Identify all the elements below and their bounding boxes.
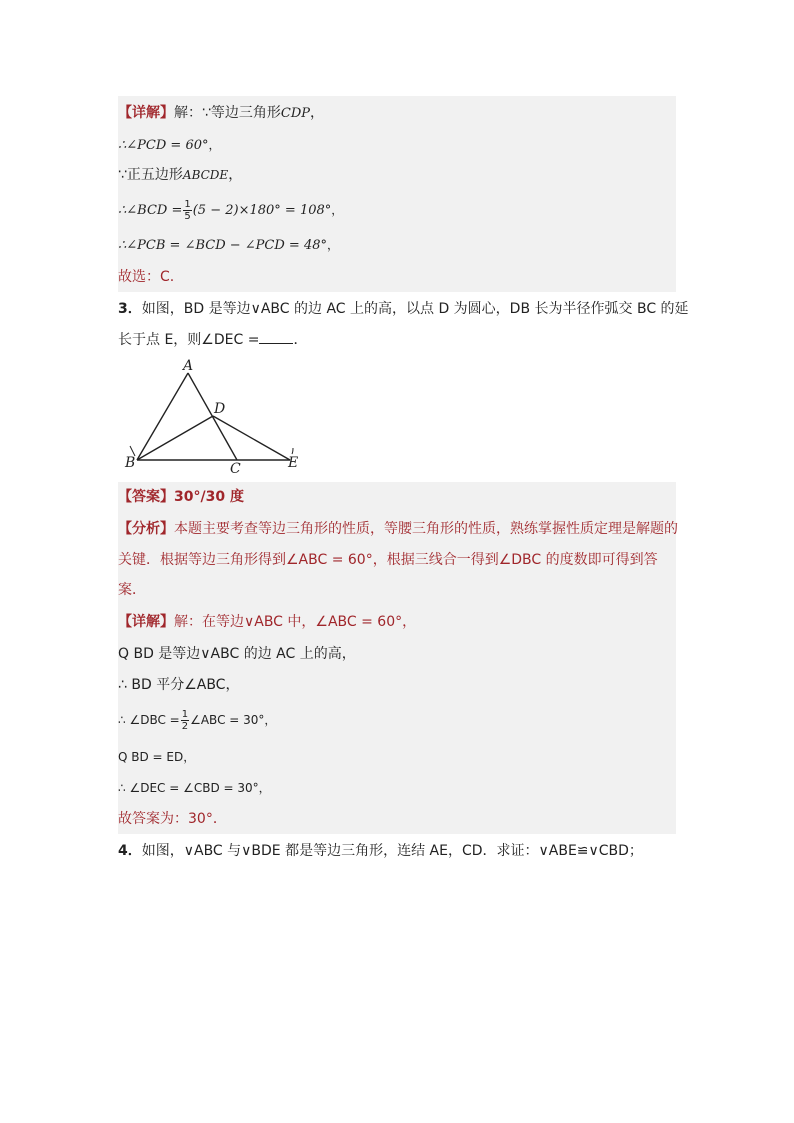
detail-line-2: ∴∠PCD = 60°， [118, 138, 221, 153]
label-e: E [288, 455, 299, 471]
detail-line-4: ∴∠BCD = $\frac{1}{5}$ (5 − 2)×180° = 108°， [118, 199, 344, 222]
detail2-line-6: ∴ ∠DEC = ∠CBD = 30°， [118, 781, 271, 795]
label-c: C [230, 461, 241, 476]
detail2-line-3: ∴ BD 平分∠ABC， [118, 677, 240, 693]
answer-blank [259, 331, 293, 344]
detail-line-1: 【详解】解：∵等边三角形CDP， [118, 105, 325, 121]
detail-tag: 【详解】 [118, 614, 174, 630]
analysis-line-3: 案． [118, 582, 146, 598]
fraction: $\frac{1}{5}$ [184, 199, 191, 222]
question-3-line-2: 长于点 E，则∠DEC = ． [118, 332, 308, 348]
detail2-line-5: Q BD = ED， [118, 750, 196, 764]
segment-ab [137, 373, 188, 460]
analysis-line-1: 【分析】本题主要考查等边三角形的性质，等腰三角形的性质，熟练掌握性质定理是解题的 [118, 521, 678, 537]
question-number: 4． [118, 843, 142, 859]
arc-mark-e [292, 448, 293, 454]
detail-line-6: 故选：C. [118, 269, 175, 285]
analysis-tag: 【分析】 [118, 521, 174, 537]
solution-block-1 [118, 96, 676, 292]
fraction: $\frac{1}{2}$ [181, 709, 189, 732]
detail-line-3: ∵正五边形ABCDE， [118, 167, 243, 183]
answer-tag: 【答案】 [118, 489, 174, 505]
detail2-line-1: 【详解】解：在等边∨ABC 中，∠ABC = 60°， [118, 614, 417, 630]
segment-bd [137, 416, 213, 460]
question-4: 4．如图，∨ABC 与∨BDE 都是等边三角形，连结 AE，CD．求证：∨ABE≌∨CBD； [118, 843, 643, 859]
detail2-line-4: ∴ ∠DBC = $\frac{1}{2}$ ∠ABC = 30°， [118, 709, 277, 732]
triangle-figure [118, 356, 318, 476]
question-number: 3． [118, 301, 142, 317]
detail2-line-7: 故答案为：30°． [118, 811, 227, 827]
answer-line: 【答案】30°/30 度 [118, 489, 244, 505]
label-b: B [125, 455, 136, 471]
label-d: D [214, 401, 226, 417]
detail2-line-2: Q BD 是等边∨ABC 的边 AC 上的高， [118, 646, 356, 662]
question-3-line-1: 3．如图，BD 是等边∨ABC 的边 AC 上的高，以点 D 为圆心，DB 长为半径作弧交 BC 的延 [118, 301, 689, 317]
label-a: A [183, 358, 194, 374]
detail-line-5: ∴∠PCB = ∠BCD − ∠PCD = 48°， [118, 238, 340, 253]
detail-tag: 【详解】 [118, 105, 174, 121]
analysis-line-2: 关键．根据等边三角形得到∠ABC = 60°，根据三线合一得到∠DBC 的度数即可得到答 [118, 552, 658, 568]
